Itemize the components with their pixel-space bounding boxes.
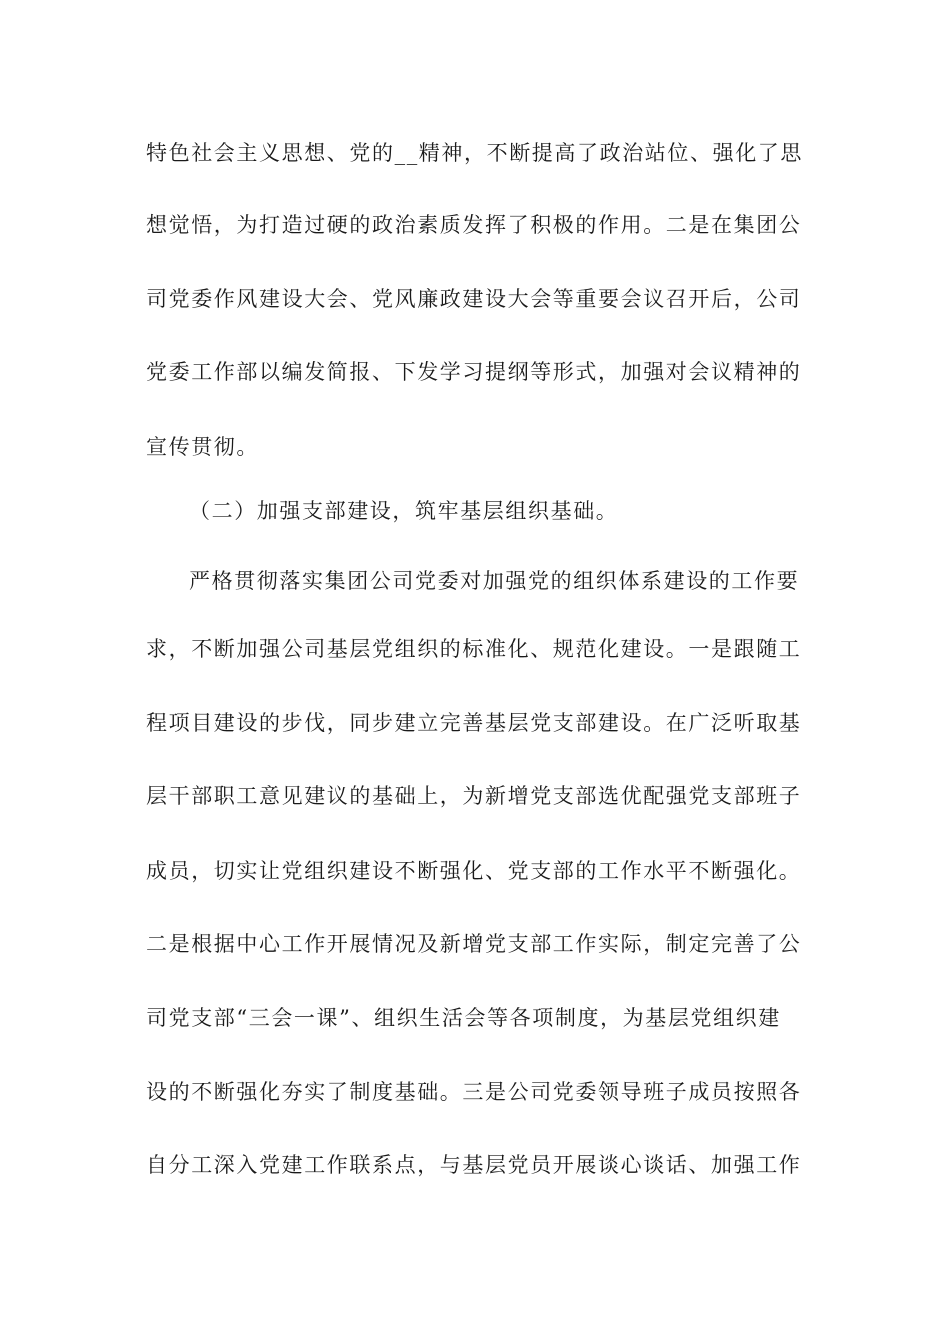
text-line: 自分工深入党建工作联系点，与基层党员开展谈心谈话、加强工作 [146,1153,802,1177]
paragraph-first-line: 严格贯彻落实集团公司党委对加强党的组织体系建设的工作要 [189,569,800,593]
text-line: 司党支部“三会一课”、组织生活会等各项制度，为基层党组织建 [146,1006,781,1030]
text-line: 设的不断强化夯实了制度基础。三是公司党委领导班子成员按照各 [146,1080,802,1104]
text-line: 程项目建设的步伐，同步建立完善基层党支部建设。在广泛听取基 [146,711,802,735]
text-line: 求，不断加强公司基层党组织的标准化、规范化建设。一是跟随工 [146,637,802,661]
text-line: 二是根据中心工作开展情况及新增党支部工作实际，制定完善了公 [146,932,802,956]
text-line: 司党委作风建设大会、党风廉政建设大会等重要会议召开后，公司 [146,287,802,311]
section-heading: （二）加强支部建设，筑牢基层组织基础。 [189,499,619,523]
text-line: 特色社会主义思想、党的__精神，不断提高了政治站位、强化了思 [146,141,803,165]
text-line: 成员，切实让党组织建设不断强化、党支部的工作水平不断强化。 [146,859,802,883]
text-line: 党委工作部以编发简报、下发学习提纲等形式，加强对会议精神的 [146,360,802,384]
text-line: 层干部职工意见建议的基础上，为新增党支部选优配强党支部班子 [146,784,802,808]
text-line: 想觉悟，为打造过硬的政治素质发挥了积极的作用。二是在集团公 [146,213,802,237]
text-line: 宣传贯彻。 [146,435,259,459]
